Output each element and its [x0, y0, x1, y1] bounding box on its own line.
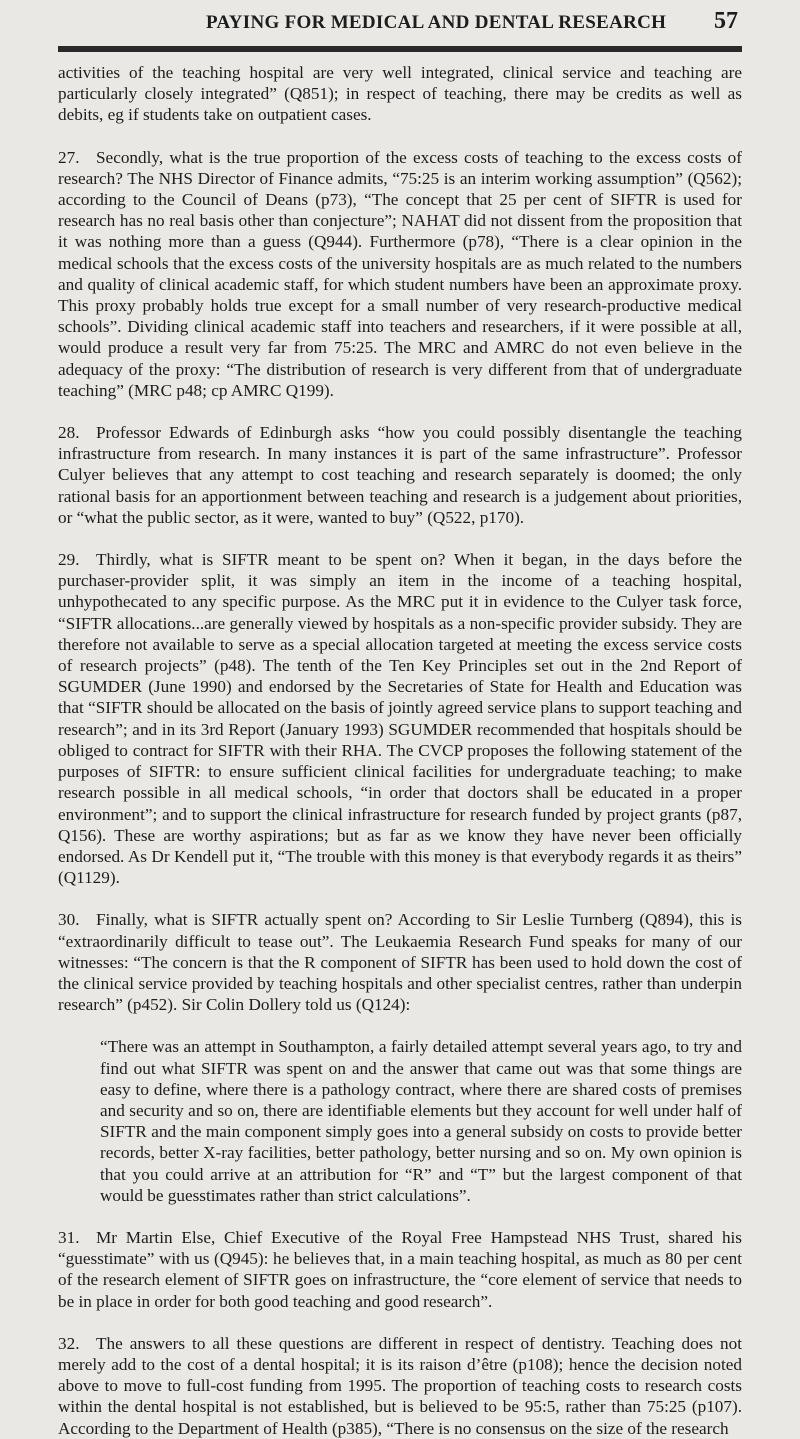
paragraph-30 — [58, 909, 742, 1015]
paragraph-text: Thirdly, what is SIFTR meant to be spent on? When it began, in the days before the purchaser-provider split, it was simply an item in the income of a teaching hospital, unhypothecated to any specific purpose. As the MRC put it in evidence to the Culyer task force, “SIFTR allocations...are generally viewed by hospitals as a non-specific provider subsidy. They are therefore not available to serve as a special allocation targeted at meeting the excess service costs of research projects” (p48). The tenth of the Ten Key Principles set out in the 2nd Report of SGUMDER (June 1990) and endorsed by the Secretaries of State for Health and Education was that “SIFTR should be allocated on the basis of jointly agreed service plans to support teaching and research”; and in its 3rd Report (January 1993) SGUMDER recommended that hospitals should be obliged to contract for SIFTR with their RHA. The CVCP proposes the following statement of the purposes of SIFTR: to ensure sufficient clinical facilities for undergraduate teaching; to make research possible in all medical schools, “in order that doctors shall be educated in a proper environment”; and to support the clinical infrastructure for research funded by project grants (p87, Q156). These are worthy aspirations; but as far as we know they have never been officially endorsed. As Dr Kendell put it, “The trouble with this money is that everybody regards it as theirs” (Q1129). — [58, 550, 742, 888]
paragraph-31 — [58, 1227, 742, 1312]
paragraph-number: 31. — [58, 1227, 80, 1247]
paragraph-28 — [58, 422, 742, 528]
paragraph-29 — [58, 549, 742, 888]
paragraph-text: Professor Edwards of Edinburgh asks “how you could possibly disentangle the teaching infrastructure from research. In many instances it is part of the same infrastructure”. Professor Culyer believes that any attempt to cost teaching and research separately is doomed; the only rational basis for an apportionment between teaching and research is a judgement about priorities, or “what the public sector, as it were, wanted to buy” (Q522, p170). — [58, 423, 742, 527]
paragraph-text: The answers to all these questions are different in respect of dentistry. Teaching does not merely add to the cost of a dental hospital; it is its raison d’être (p108); hence the decision noted above to move to full-cost funding from 1995. The proportion of teaching costs to research costs within the dental hospital is not established, but is believed to be 95:5, rather than 75:25 (p107). According to the Department of Health (p385), “There is no consensus on the size of the research — [58, 1333, 742, 1438]
quote-text: “There was an attempt in Southampton, a fairly detailed attempt several years ago, to try and find out what SIFTR was spent on and the answer that came out was that some things are easy to define, where there is a pathology contract, where there are shared costs of premises and security and so on, there are identifiable elements but they account for well under half of SIFTR and the main component simply goes into a general subsidy on costs to provide better records, better X-ray facilities, better pathology, better nursing and so on. My own opinion is that you could arrive at an attribution for “R” and “T” but the largest component of that would be guesstimates rather than strict calculations”. — [100, 1037, 742, 1205]
paragraph-27 — [58, 147, 742, 401]
page-number: 57 — [714, 8, 738, 34]
running-title: PAYING FOR MEDICAL AND DENTAL RESEARCH — [206, 12, 667, 33]
paragraph-number: 30. — [58, 910, 80, 930]
paragraph-number: 27. — [58, 147, 80, 167]
paragraph-number: 32. — [58, 1333, 80, 1353]
paragraph-number: 29. — [58, 550, 80, 570]
paragraph-number: 28. — [58, 423, 80, 443]
paragraph-32 — [58, 1333, 742, 1439]
paragraph-text: Mr Martin Else, Chief Executive of the Royal Free Hampstead NHS Trust, shared his “guesstimate” with us (Q945): he believes that, in a main teaching hospital, as much as 80 per cent of the research element of SIFTR goes on infrastructure, the “core element of service that needs to be in place in order for both good teaching and good research”. — [58, 1227, 742, 1311]
page-header — [58, 0, 742, 52]
block-quote — [100, 1036, 742, 1206]
paragraph — [58, 62, 742, 126]
paragraph-text: Finally, what is SIFTR actually spent on? According to Sir Leslie Turnberg (Q894), this is “extraordinarily difficult to tease out”. The Leukaemia Research Fund speaks for many of our witnesses: “The concern is that the R component of SIFTR has been used to hold down the cost of the clinical service provided by teaching hospitals and other specialist centres, rather than underpin research” (p452). Sir Colin Dollery told us (Q124): — [58, 910, 742, 1015]
body-text — [58, 62, 742, 1439]
paragraph-text: activities of the teaching hospital are very well integrated, clinical service and teaching are particularly closely integrated” (Q851); in respect of teaching, there may be credits as well as debits, eg if students take on outpatient cases. — [58, 63, 742, 125]
paragraph-text: Secondly, what is the true proportion of the excess costs of teaching to the excess costs of research? The NHS Director of Finance admits, “75:25 is an interim working assumption” (Q562); according to the Council of Deans (p73), “The concept that 25 per cent of SIFTR is used for research has no real basis other than conjecture”; NAHAT did not dissent from the proposition that it was nothing more than a guess (Q944). Furthermore (p78), “There is a clear opinion in the medical schools that the excess costs of the university hospitals are as much related to the numbers and quality of clinical academic staff, for which student numbers have been an approximate proxy. This proxy probably holds true except for a small number of very research-productive medical schools”. Dividing clinical academic staff into teachers and researchers, if it were possible at all, would produce a result very far from 75:25. The MRC and AMRC do not even believe in the adequacy of the proxy: “The distribution of research is very different from that of undergraduate teaching” (MRC p48; cp AMRC Q199). — [58, 147, 742, 400]
